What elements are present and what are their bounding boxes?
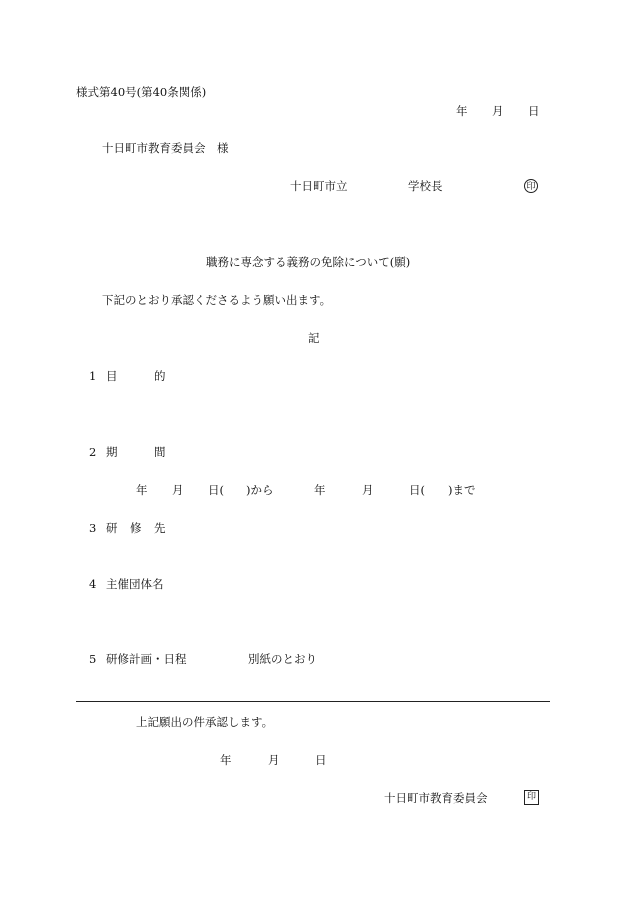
document-title: 職務に専念する義務の免除について(願) (206, 255, 411, 269)
approval-date-year: 年 (220, 753, 232, 767)
addressee: 十日町市教育委員会 様 (102, 141, 229, 155)
applicant-school-prefix: 十日町市立 (290, 179, 348, 193)
period-to-year: 年 (314, 483, 326, 497)
approval-text: 上記願出の件承認します。 (136, 715, 274, 729)
item-organizer-label: 主催団体名 (106, 577, 164, 591)
item-purpose-label-a: 目 (106, 369, 118, 383)
period-from-day: 日( (208, 483, 224, 497)
item-place-label-c: 先 (154, 521, 166, 535)
approval-date-month: 月 (268, 753, 280, 767)
item-place-label-b: 修 (130, 521, 142, 535)
period-to-day: 日( (409, 483, 425, 497)
section-divider (76, 701, 550, 702)
header-date-day: 日 (528, 104, 540, 118)
item-schedule-value: 別紙のとおり (248, 652, 317, 666)
item-organizer-number: 4 (89, 577, 97, 591)
period-to-month: 月 (362, 483, 374, 497)
intro-text: 下記のとおり承認くださるよう願い出ます。 (102, 293, 332, 307)
item-place-label-a: 研 (106, 521, 118, 535)
item-purpose-label-b: 的 (154, 369, 166, 383)
period-to-close: )まで (448, 483, 476, 497)
item-period-label-b: 間 (154, 445, 166, 459)
header-date-month: 月 (492, 104, 504, 118)
item-purpose-number: 1 (89, 369, 97, 383)
item-period-number: 2 (89, 445, 97, 459)
approval-authority: 十日町市教育委員会 (384, 791, 488, 805)
period-from-close: )から (246, 483, 274, 497)
period-from-year: 年 (136, 483, 148, 497)
item-schedule-label: 研修計画・日程 (106, 652, 187, 666)
item-period-label-a: 期 (106, 445, 118, 459)
header-date-year: 年 (456, 104, 468, 118)
form-number: 様式第40号(第40条関係) (76, 85, 207, 99)
ki-heading: 記 (308, 331, 320, 345)
period-from-month: 月 (172, 483, 184, 497)
applicant-seal-icon: 印 (524, 179, 538, 193)
approval-seal-icon: 印 (524, 790, 539, 805)
item-place-number: 3 (89, 521, 97, 535)
approval-date-day: 日 (315, 753, 327, 767)
applicant-title: 学校長 (408, 179, 443, 193)
item-schedule-number: 5 (89, 652, 97, 666)
